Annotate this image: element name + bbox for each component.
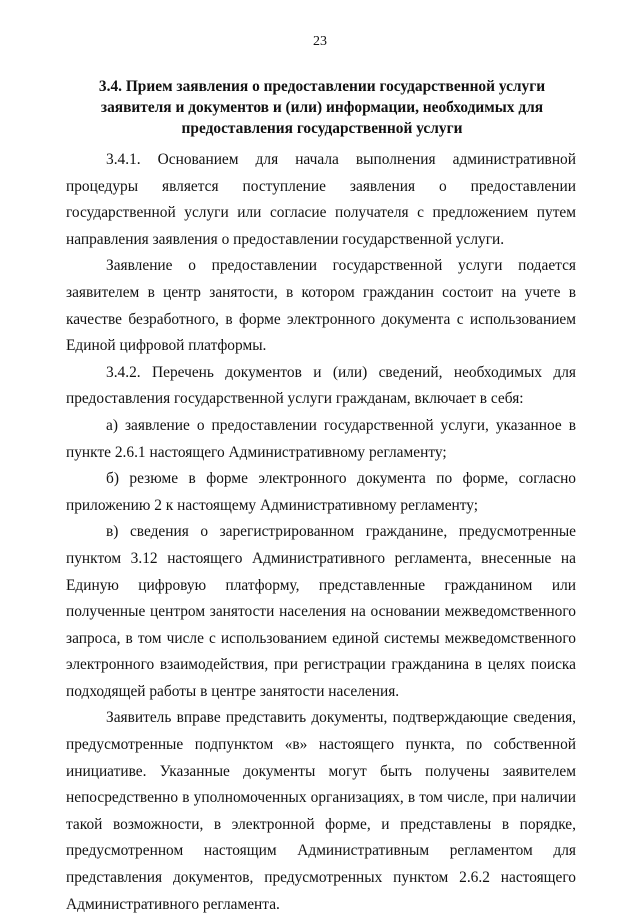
list-item-b: б) резюме в форме электронного документа по форме, согласно приложению 2 к настоящему Административному регламенту;	[66, 470, 576, 514]
list-item-v: в) сведения о зарегистрированном гражданине, предусмотренные пунктом 3.12 настоящего Административного регламента, внесенные на Единую цифровую платформу, представленные гражданином или полученные центром занятости населения на основании межведомственного запроса, в том числе с использованием единой системы межведомственного электронного взаимодействия, при регистрации гражданина в целях поиска подходящей работы в центре занятости населения.	[66, 523, 576, 700]
paragraph-3-4-1: 3.4.1. Основанием для начала выполнения административной процедуры является поступление заявления о предоставлении государственной услуги или согласие получателя с предложением путем направления заявления о предоставлении государственной услуги.	[66, 151, 576, 248]
paragraph-3-4-2: 3.4.2. Перечень документов и (или) сведений, необходимых для предоставления государственной услуги гражданам, включает в себя:	[66, 363, 576, 408]
section-heading: 3.4. Прием заявления о предоставлении государственной услуги заявителя и документов и (или) информации, необходимых для предоставления государственной услуги	[98, 78, 546, 137]
paragraph-applicant-right: Заявитель вправе представить документы, подтверждающие сведения, предусмотренные подпунктом «в» настоящего пункта, по собственной инициативе. Указанные документы могут быть получены заявителем непосредственно в уполномоченных организациях, в том числе, при наличии такой возможности, в электронной форме, и представлены в порядке, предусмотренном настоящим Административным регламентом для представления документов, предусмотренных пунктом 2.6.2 настоящего Административного регламента.	[66, 709, 576, 913]
paragraph-application-submission: Заявление о предоставлении государственной услуги подается заявителем в центр занятости, в котором гражданин состоит на учете в качестве безработного, в форме электронного документа с использованием Единой цифровой платформы.	[66, 257, 576, 355]
document-body	[66, 147, 576, 918]
page-number: 23	[313, 34, 327, 49]
list-item-a: а) заявление о предоставлении государственной услуги, указанное в пункте 2.6.1 настоящего Административному регламенту;	[66, 416, 576, 461]
